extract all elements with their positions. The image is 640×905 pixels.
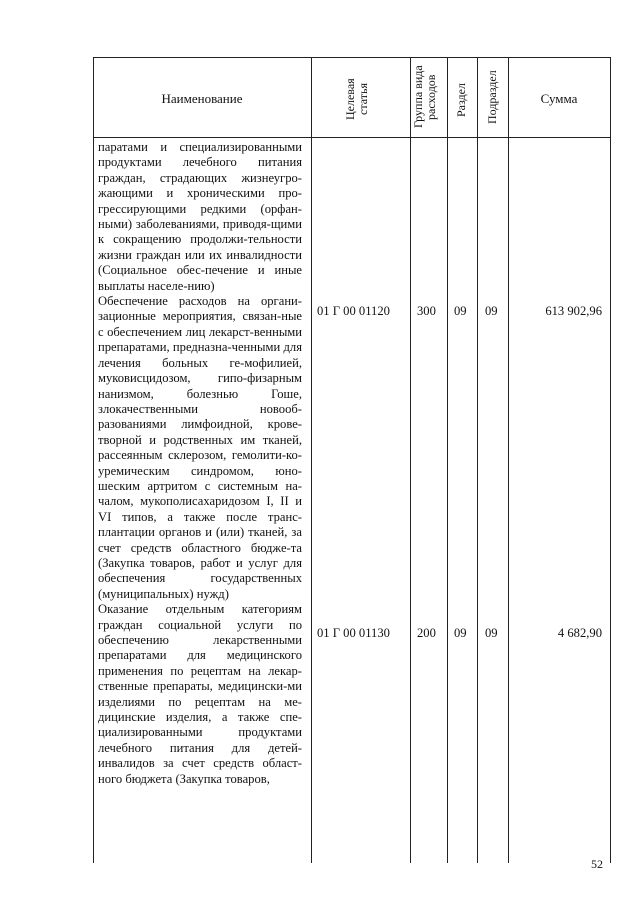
row-2-text: Обеспечение расходов на органи-зационные мероприятия, связан-ные с обеспечением лиц лекарст-венными препаратами, предназна-ченными для лечения больных ге-мофилией, муковисцидозом, гипо-физарным нанизмом, болезнью Гоше, злокачественными новооб-разованиями лимфоидной, крове-творной и родственных им тканей, рассеянным склерозом, гемолити-ко-уремическим синдромом, юно-шеским артритом с системным на-чалом, мукополисахаридозом I, II и VI типов, а также после транс-плантации органов и (или) тканей, за счет средств областного бюдже-та (Закупка товаров, работ и услуг для обеспечения государственных (муниципальных) нужд) — [98, 294, 302, 601]
col-border-target — [410, 57, 411, 863]
col-border-section — [477, 57, 478, 863]
col-border-group — [447, 57, 448, 863]
col-border-left — [93, 57, 94, 863]
row-3-text: Оказание отдельным категориям граждан социальной услуги по обеспечению лекарственными препаратами для медицинского применения по рецептам на лекар-ственные препараты, медицински-ми изделиями по рецептам на ме-дицинские изделия, а также спе-циализированными продуктами лечебного питания для детей-инвалидов за счет средств област-ного бюджета (Закупка товаров, — [98, 602, 302, 786]
header-sum: Сумма — [540, 91, 578, 106]
header-subsection: Подраздел — [485, 70, 499, 124]
row-2-section: 09 — [454, 626, 467, 640]
row-1-subsection: 09 — [485, 304, 498, 318]
row-1-target: 01 Г 00 01120 — [317, 304, 390, 318]
row-1-text: паратами и специализированными продуктами лечебного питания граждан, страдающих жизнеугро-жающими и хроническими про-грессирующими редкими (орфан-ными) заболеваниями, приводя-щими к сокращению продолжи-тельности жизни граждан или их инвалидности (Социальное обес-печение и иные выплаты населе-нию) — [98, 140, 302, 293]
header-bottom-border — [93, 137, 610, 138]
row-1-sum: 613 902,96 — [545, 304, 602, 318]
header-target: Целевая статья — [343, 78, 370, 120]
row-2-subsection: 09 — [485, 626, 498, 640]
table-top-border — [93, 57, 610, 58]
row-2-sum: 4 682,90 — [557, 626, 602, 640]
page-number: 52 — [591, 857, 603, 871]
col-border-right — [610, 57, 611, 863]
col-border-subsection — [508, 57, 509, 863]
row-1-group: 300 — [417, 304, 436, 318]
name-column-text — [98, 140, 302, 787]
header-name: Наименование — [161, 91, 243, 106]
row-2-target: 01 Г 00 01130 — [317, 626, 390, 640]
header-section: Раздел — [454, 83, 468, 117]
col-border-name — [311, 57, 312, 863]
row-1-section: 09 — [454, 304, 467, 318]
row-2-group: 200 — [417, 626, 436, 640]
header-group: Группа вида расходов — [411, 65, 438, 129]
